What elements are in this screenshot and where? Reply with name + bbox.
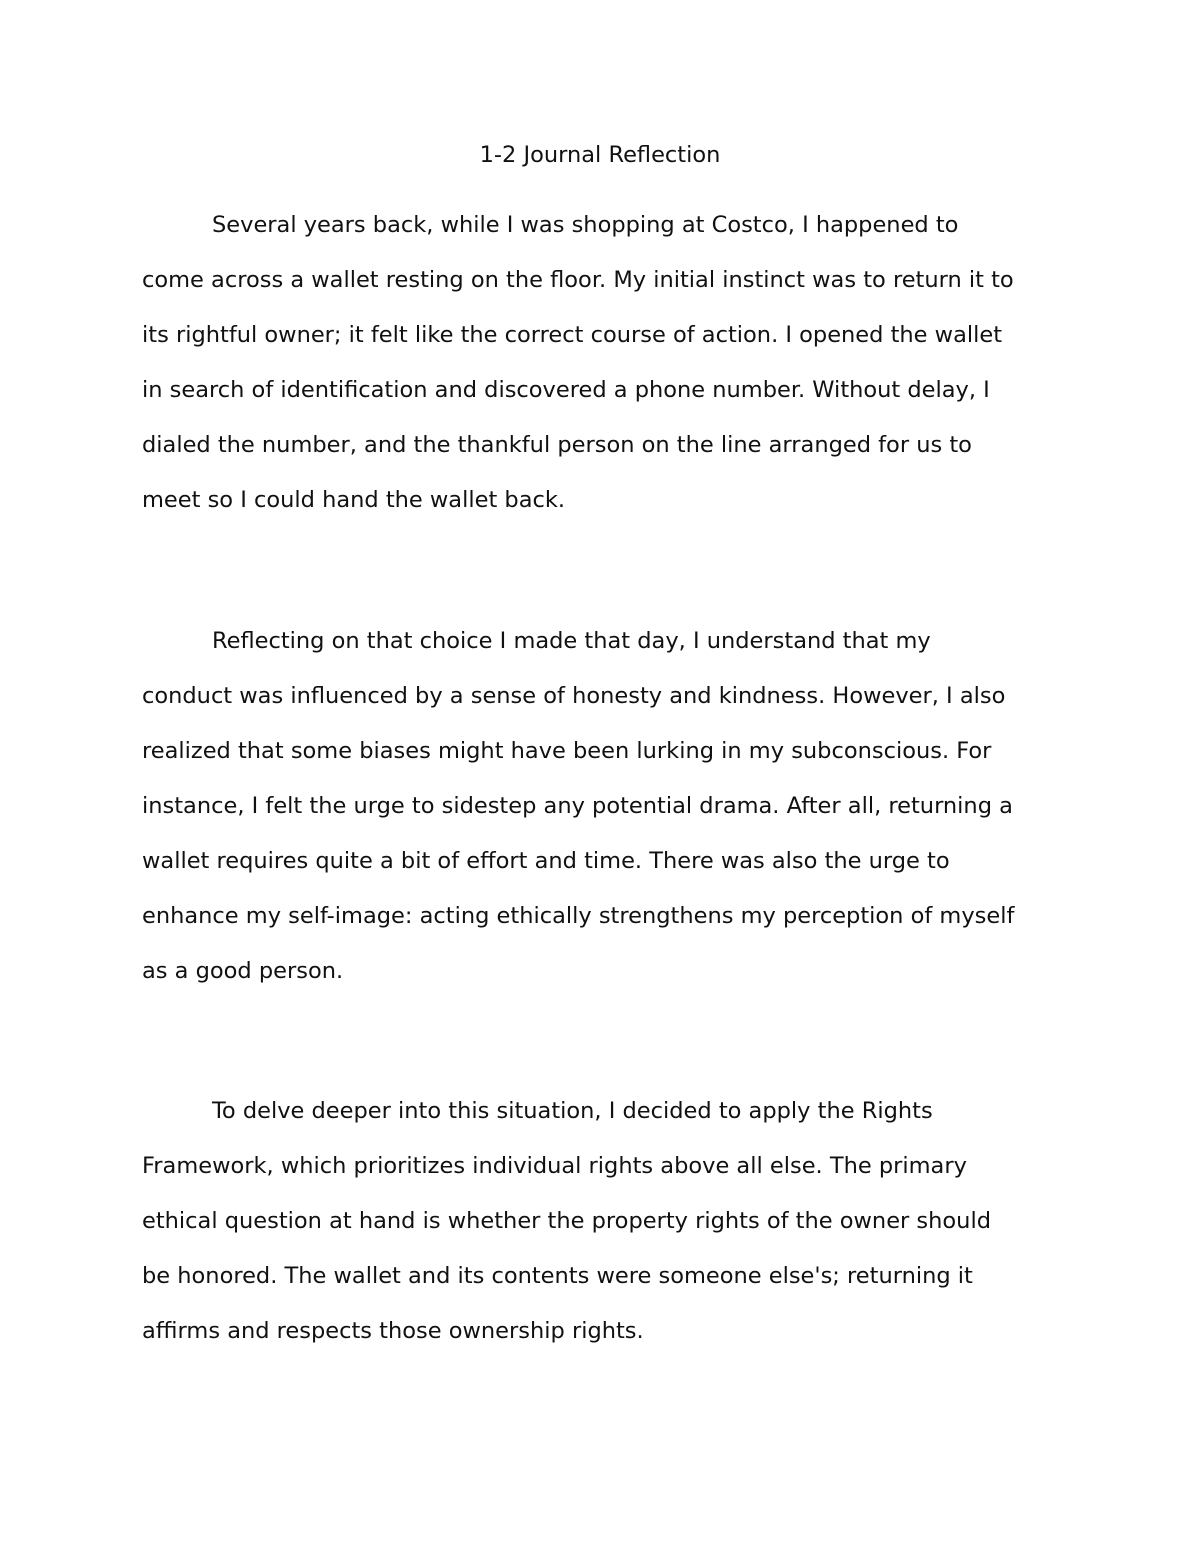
paragraph-line: in search of identification and discovered a phone number. Without delay, I [142,377,990,403]
paragraph-line: Framework, which prioritizes individual rights above all else. The primary [142,1153,967,1179]
paragraph-line: dialed the number, and the thankful person on the line arranged for us to [142,432,972,458]
paragraph-line: come across a wallet resting on the floor. My initial instinct was to return it to [142,267,1014,293]
paragraph-line: realized that some biases might have been lurking in my subconscious. For [142,738,992,764]
paragraph-1 [142,198,1064,528]
paragraph-2 [142,614,1064,999]
paragraph-line: ethical question at hand is whether the property rights of the owner should [142,1208,991,1234]
paragraph-line: wallet requires quite a bit of effort and time. There was also the urge to [142,848,950,874]
paragraph-line: instance, I felt the urge to sidestep any potential drama. After all, returning a [142,793,1013,819]
paragraph-line: Reflecting on that choice I made that day, I understand that my [212,628,931,654]
paragraph-line: conduct was influenced by a sense of honesty and kindness. However, I also [142,683,1006,709]
paragraph-line: meet so I could hand the wallet back. [142,487,566,513]
paragraph-line: affirms and respects those ownership rights. [142,1318,644,1344]
document-title: 1-2 Journal Reflection [479,142,721,168]
paragraph-line: as a good person. [142,958,344,984]
paragraph-line: be honored. The wallet and its contents were someone else's; returning it [142,1263,973,1289]
paragraph-line: enhance my self-image: acting ethically strengthens my perception of myself [142,903,1015,929]
paragraph-line: Several years back, while I was shopping at Costco, I happened to [212,212,959,238]
paragraph-line: To delve deeper into this situation, I decided to apply the Rights [212,1098,933,1124]
paragraph-line: its rightful owner; it felt like the correct course of action. I opened the wallet [142,322,1003,348]
paragraph-3 [142,1084,1064,1359]
